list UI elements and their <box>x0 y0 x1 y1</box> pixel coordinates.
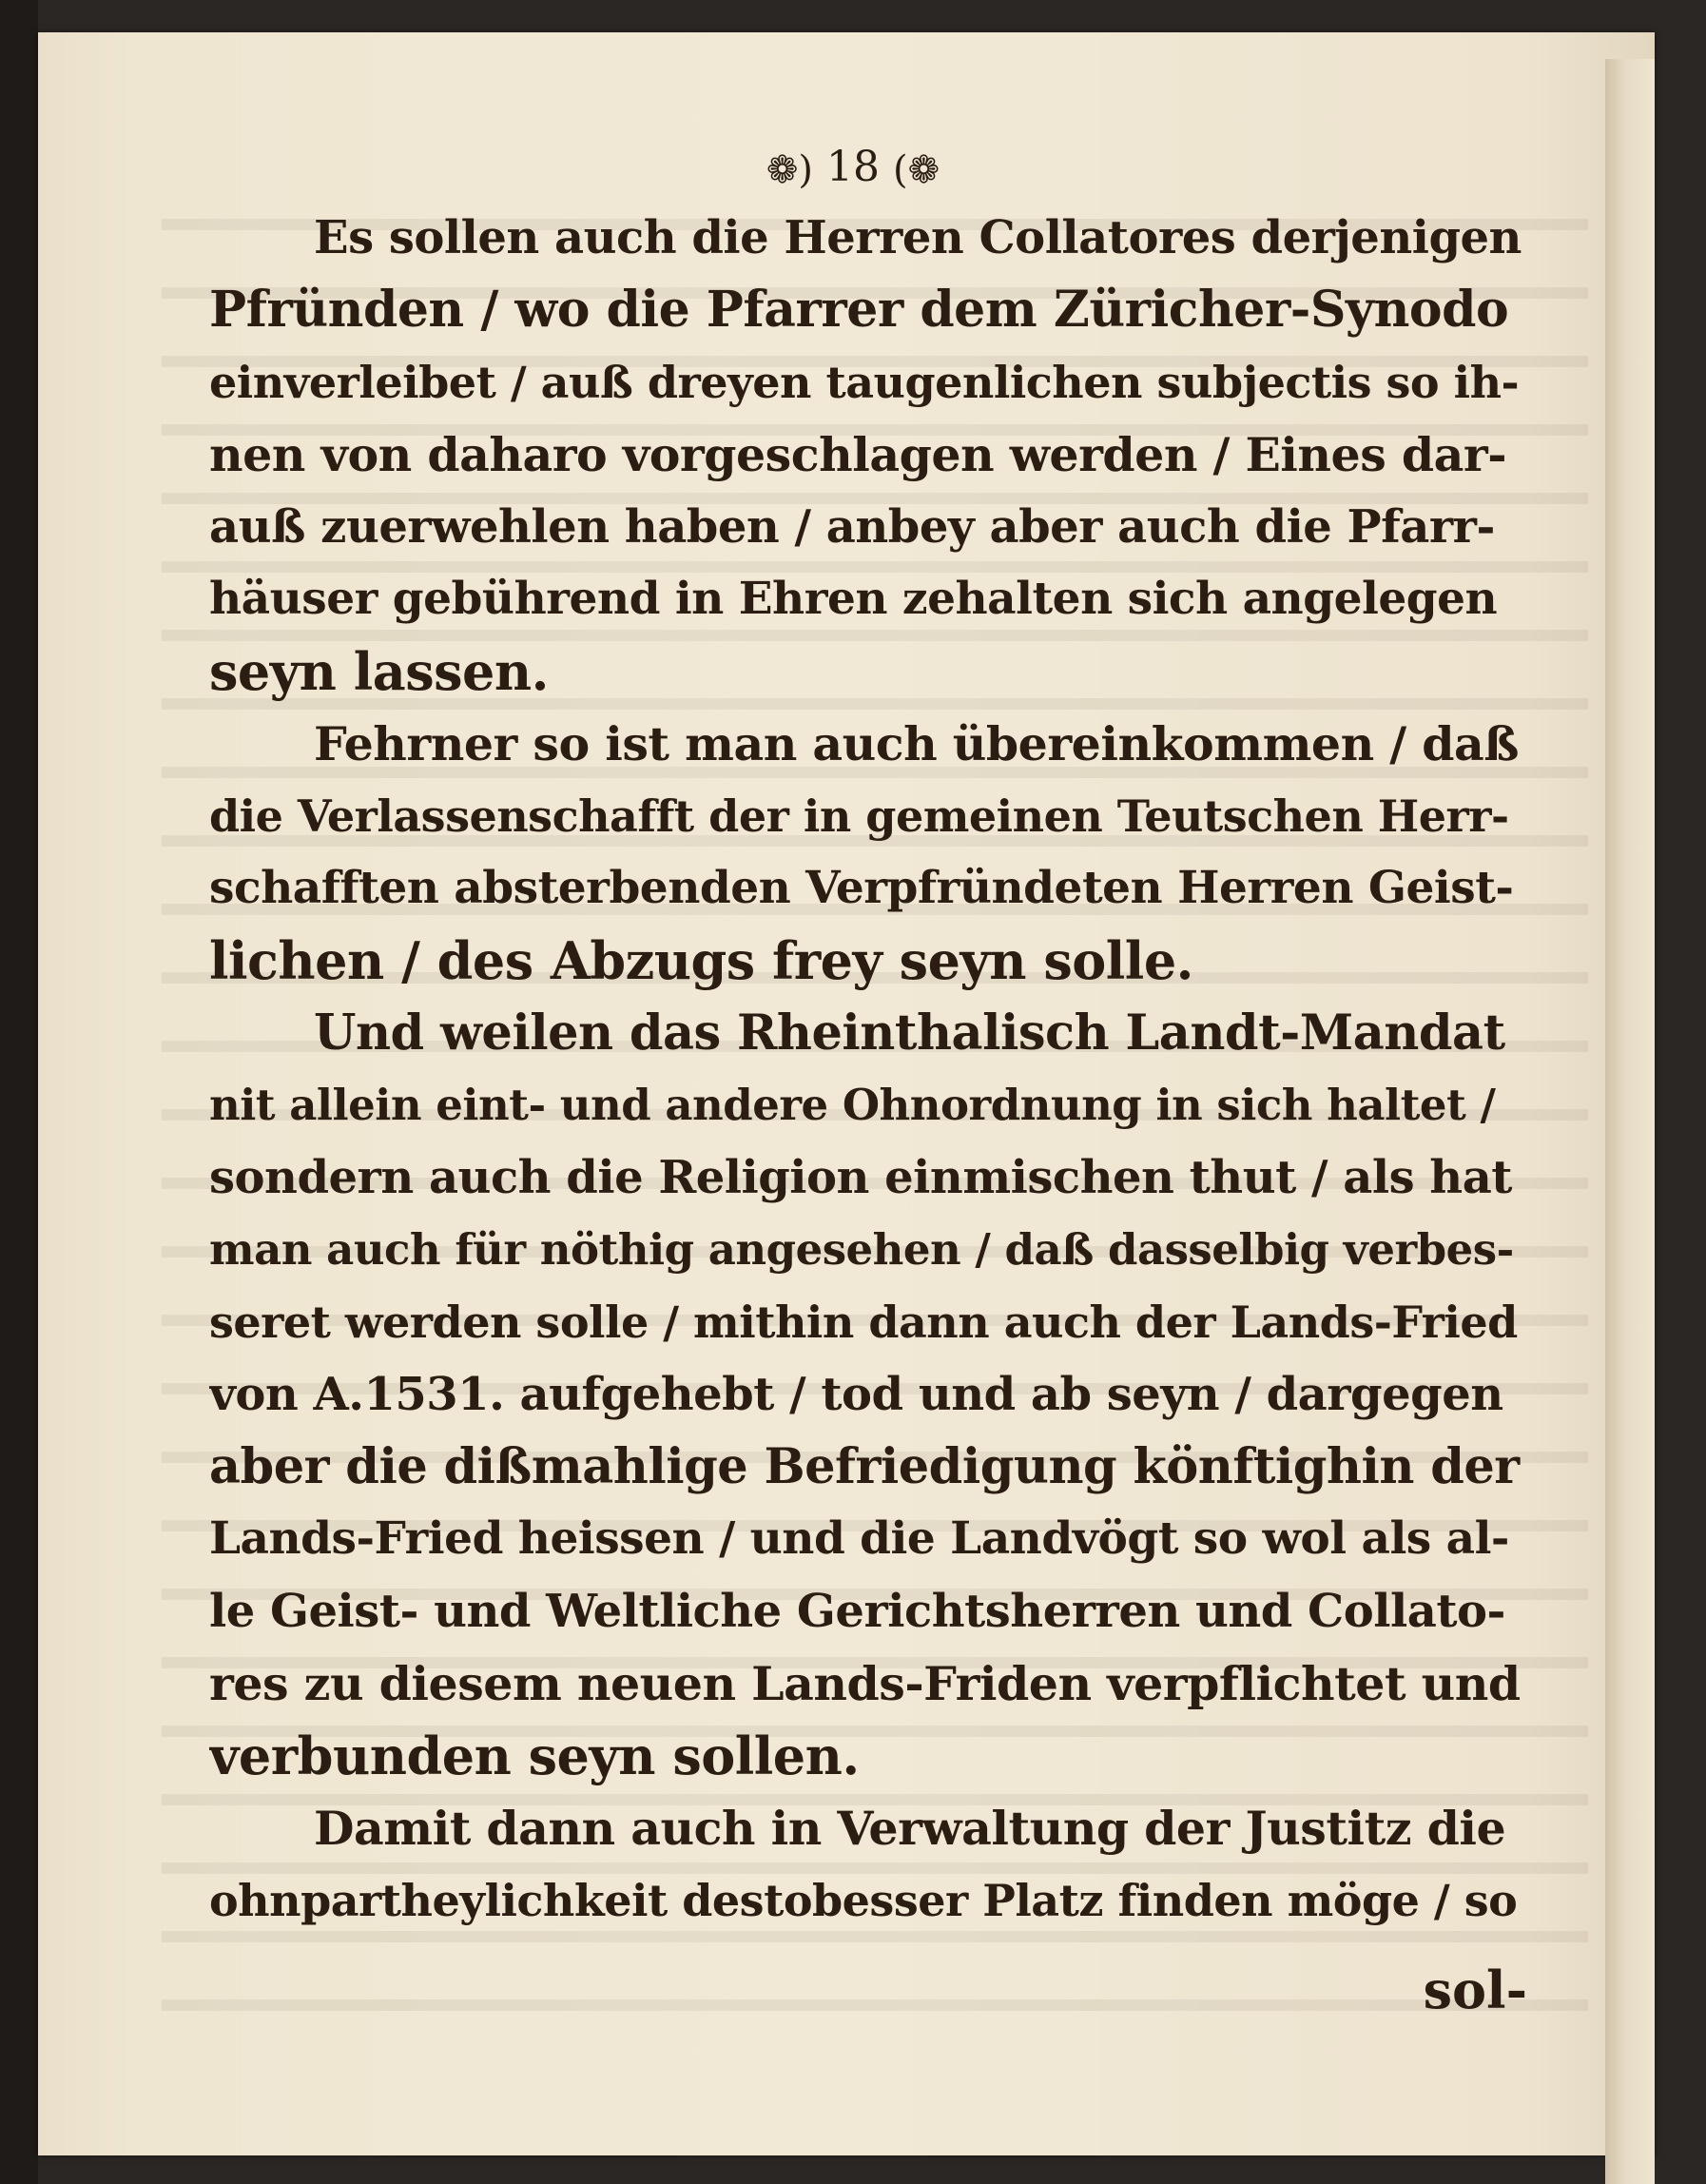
text-line: sondern auch die Religion einmischen thut / als hat <box>209 1151 1512 1204</box>
text-line: Und weilen das Rheinthalisch Landt-Mandat <box>314 1004 1505 1062</box>
left-ornament-icon: ❁) <box>766 147 813 192</box>
text-line: von A.1531. aufgehebt / tod und ab seyn / dargegen <box>209 1368 1503 1421</box>
page-header <box>0 143 1706 192</box>
text-line: die Verlassenschafft der in gemeinen Teutschen Herr- <box>209 790 1509 842</box>
text-line: einverleibet / auß dreyen taugenlichen subjectis so ih- <box>209 357 1520 408</box>
text-line: lichen / des Abzugs frey seyn solle. <box>209 930 1193 991</box>
text-line: seyn lassen. <box>209 641 549 702</box>
text-line: le Geist- und Weltliche Gerichtsherren und Collato- <box>209 1585 1505 1638</box>
page-number: 18 <box>826 143 880 191</box>
text-line: auß zuerwehlen haben / anbey aber auch die Pfarr- <box>209 500 1495 554</box>
text-line: ohnpartheylichkeit destobesser Platz finden möge / so <box>209 1875 1518 1926</box>
catchword: sol- <box>1423 1960 1527 2020</box>
text-line: Fehrner so ist man auch übereinkommen / daß <box>314 716 1519 771</box>
text-line: seret werden solle / mithin dann auch der Lands-Fried <box>209 1297 1518 1348</box>
book-binding-shadow <box>0 0 38 2184</box>
text-line: verbunden seyn sollen. <box>209 1726 860 1786</box>
text-line: häuser gebührend in Ehren zehalten sich angelegen <box>209 573 1498 625</box>
text-line: res zu diesem neuen Lands-Friden verpflichtet und <box>209 1656 1521 1711</box>
text-line: nit allein eint- und andere Ohnordnung in sich haltet / <box>209 1080 1496 1130</box>
page-edge <box>1605 59 1655 2184</box>
text-line: Pfründen / wo die Pfarrer dem Züricher-Synodo <box>209 281 1509 339</box>
text-line: Lands-Fried heissen / und die Landvögt so wol als al- <box>209 1512 1509 1565</box>
body-text <box>209 202 1522 1937</box>
text-line: Es sollen auch die Herren Collatores derjenigen <box>314 211 1522 264</box>
text-line: Damit dann auch in Verwaltung der Justitz die <box>314 1801 1506 1856</box>
text-line: aber die dißmahlige Befriedigung könftighin der <box>209 1438 1520 1495</box>
text-line: man auch für nöthig angesehen / daß dasselbig verbes- <box>209 1224 1514 1275</box>
right-ornament-icon: (❁ <box>893 147 940 192</box>
text-line: nen von daharo vorgeschlagen werden / Eines dar- <box>209 427 1507 482</box>
text-line: schafften absterbenden Verpfründeten Herren Geist- <box>209 862 1514 914</box>
